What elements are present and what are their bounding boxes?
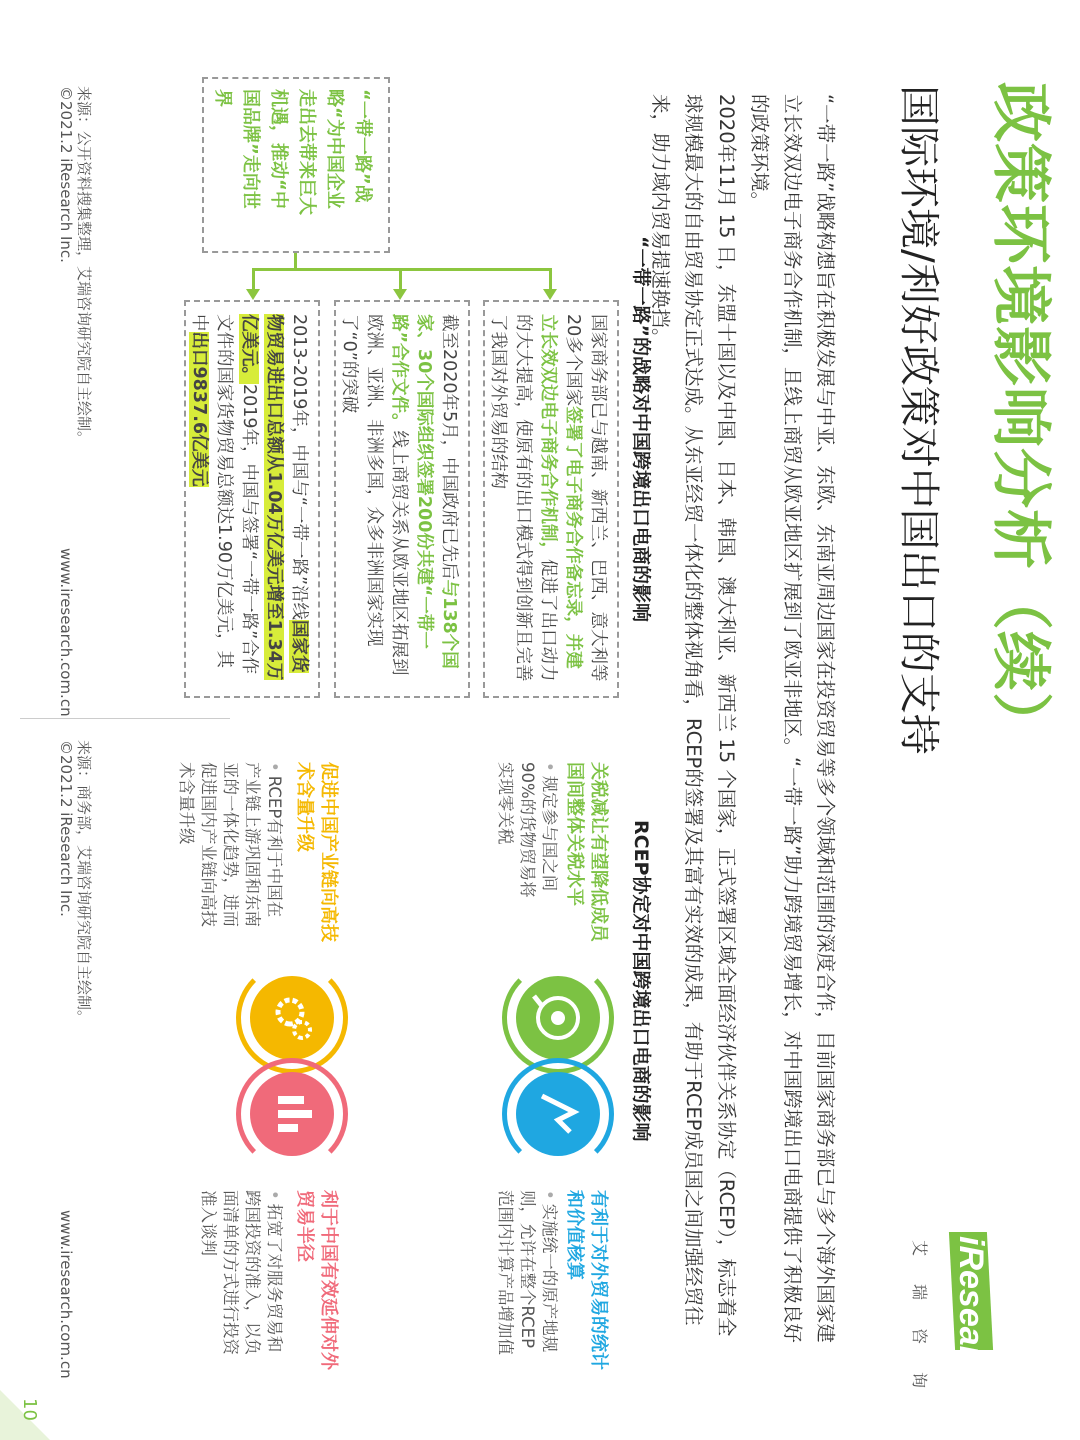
rcep-item-title-2: 有利于对外贸易的统计和价值核算 (564, 1190, 609, 1370)
box3-text-mid: 2019年，中国与签署“一带一路”合作文件的国家货物贸易总额达1.90万亿美元，其中 (189, 314, 259, 675)
box3-text: 2013-2019年，中国与“一带一路”沿线 (289, 314, 309, 621)
arrow-icon (393, 289, 407, 300)
tariff-icon (516, 976, 600, 1060)
rcep-item-text-1: 规定参与国之间90%的货物贸易将实现零关税 (496, 762, 559, 898)
strategy-line: 略“为中国企业 (324, 89, 345, 209)
intro-paragraph-1: “一带一路”战略构想旨在积极发展与中亚、东欧、东南亚周边国家在投资贸易等多个领域和范围的深度合作，目前国家商务部已与多个海外国家建立长效双边电子商务合作机制，且线上商贸从欧亚地区扩展到了欧亚非地区。“一带一路”助力跨境贸易增长，对中国跨境出口电商提供了积极良好的政策环境。 (748, 94, 837, 1343)
page-subtitle: 国际环境/利好政策对中国出口的支持 (895, 85, 943, 755)
logo-brand: iResearch (952, 1236, 990, 1399)
box2-text: 截至2020年5月，中国政府已先后 (439, 314, 459, 580)
rcep-item-text-2: 实施统一的原产地规则，允许在整个RCEP范围内计算产品增加值 (496, 1190, 559, 1355)
arrow-icon (543, 289, 557, 300)
right-source: 来源：商务部，艾瑞咨询研究院自主绘制。 (75, 740, 93, 1026)
strategy-line: 界 (212, 89, 233, 107)
connector (399, 268, 402, 290)
right-copyright: ©2021.2 iResearch Inc. (57, 740, 75, 917)
right-url[interactable]: www.iresearch.com.cn (57, 1210, 75, 1379)
rcep-item-body-3: •RCEP有利于中国在产业链上游巩固和东南亚的一体化趋势，进而促进国内产业链向高技术含量升级 (177, 762, 284, 927)
box2-highlight: 与138个国家、30个国际组织签署200份共建“一带一路”合作文件。 (389, 314, 459, 669)
rcep-item-text-3: RCEP有利于中国在产业链上游巩固和东南亚的一体化趋势，进而促进国内产业链向高技术含量升级 (177, 762, 284, 927)
rcep-item-title-3: 促进中国产业链向高技术含量升级 (294, 762, 339, 942)
box3-highlight-2: 出口9837.6亿美元 (189, 331, 209, 487)
box1-text: 国家商务部已与越南、新西兰、巴西、意大利等20多个国家 (563, 314, 608, 682)
strategy-box (202, 77, 390, 253)
page-number: 10 (19, 1398, 40, 1421)
connector-trunk (252, 268, 552, 271)
arrow-icon (246, 289, 260, 300)
box2-text-post: 线上商贸关系从欧亚地区拓展到欧洲、亚洲、非洲多国，众多非洲国家实现了“0”的突破 (339, 314, 409, 676)
left-section-title: “一带一路”的战略对中国跨境出口电商的影响 (630, 236, 652, 622)
rcep-item-title-1: 关税减让有望降低成员国间整体关税水平 (564, 762, 609, 942)
info-box-3 (184, 300, 320, 698)
chart-bars-icon (250, 1072, 334, 1156)
strategy-line: 走出去带来巨大 (296, 89, 317, 215)
right-section-title: RCEP协定对中国跨境出口电商的影响 (630, 820, 652, 1142)
iresearch-logo (875, 1232, 1010, 1417)
left-source: 来源：公开资料搜集整理，艾瑞咨询研究院自主绘制。 (75, 86, 93, 447)
strategy-line: 机遇，推动“中 (268, 89, 289, 209)
left-url[interactable]: www.iresearch.com.cn (57, 548, 75, 717)
divider (20, 718, 230, 719)
gear-icon (250, 976, 334, 1060)
rcep-item-title-4: 利于中国有效延伸对外贸易半径 (294, 1190, 339, 1370)
box3-highlight: 国家货物贸易进出口总额从1.04万亿美元增至1.34万亿美元。 (239, 314, 309, 681)
rcep-item-body-4: •拓宽了对服务贸易和跨国投资的准入，以负面清单的方式进行投资准入谈判 (199, 1190, 284, 1355)
connector (549, 268, 552, 290)
info-box-1 (483, 300, 619, 698)
logo-cn: 艾瑞咨询 (910, 1240, 929, 1417)
intro-text (644, 94, 842, 1344)
info-box-2 (334, 300, 470, 698)
box1-text-post: 促进了出口动力的大大提高，使原有的出口模式得到创新且完善了我国对外贸易的结构 (488, 314, 558, 682)
left-copyright: ©2021.2 iResearch Inc. (57, 86, 75, 263)
connector (252, 268, 255, 290)
box1-highlight: 签署了电子商务合作备忘录，并建立长效双边电子商务合作机制， (538, 314, 583, 669)
rcep-item-body-2: •实施统一的原产地规则，允许在整个RCEP范围内计算产品增加值 (496, 1190, 559, 1355)
stats-icon (516, 1072, 600, 1156)
strategy-line: “一带一路”战 (352, 89, 373, 203)
rcep-item-text-4: 拓宽了对服务贸易和跨国投资的准入，以负面清单的方式进行投资准入谈判 (199, 1190, 284, 1355)
rcep-item-body-1: •规定参与国之间90%的货物贸易将实现零关税 (496, 762, 559, 898)
page-title: 政策环境影响分析（续） (985, 82, 1055, 753)
strategy-line: 国品牌”走向世 (240, 89, 261, 209)
intro-paragraph-2: 2020年11月 15 日，东盟十国以及中国、日本、韩国、澳大利亚、新西兰 15 个国家，正式签署区域全面经济伙伴关系协定（RCEP），标志着全球规模最大的自由贸易协定正式达成。从东亚经贸一体化的整体视角看，RCEP的签署及其富有实效的成果，有助于RCEP成员国之间加强经贸往来，助力域内贸易提速换挡。 (649, 94, 738, 1337)
